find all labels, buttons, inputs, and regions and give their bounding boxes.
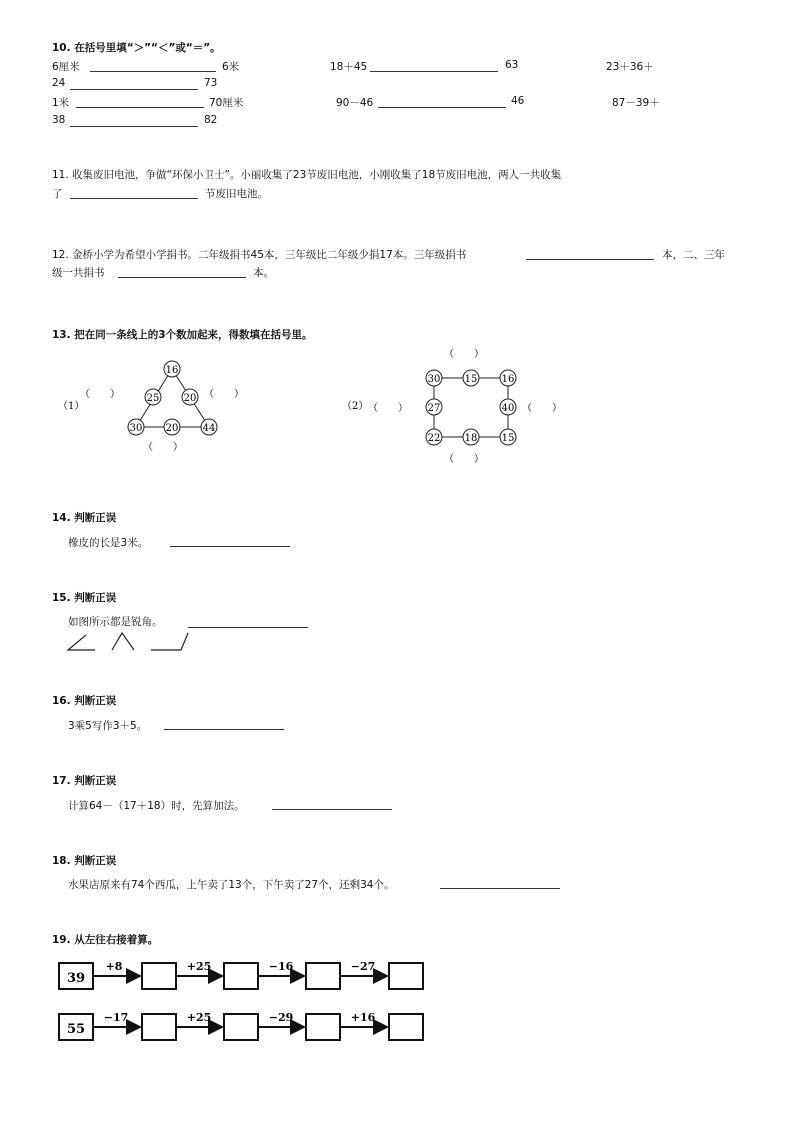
q11-line1: 11. 收集废旧电池，争做“环保小卫士”。小丽收集了23节废旧电池，小刚收集了18节废旧电池，两人一共收集 [52, 169, 562, 181]
q13-tri-node-midright [182, 389, 198, 405]
q11-line2-prefix: 了 [52, 188, 63, 200]
q13-sq-node-bottomright [500, 429, 516, 445]
q10-r3-a-left: 1米 [52, 97, 70, 109]
q10-r3-b-left: 90－46 [336, 97, 374, 109]
svg-text:20: 20 [165, 423, 179, 434]
q10-r4-c-right: 82 [204, 114, 218, 126]
q13-tri-node-midleft [145, 389, 161, 405]
svg-text:30: 30 [129, 423, 143, 434]
q19-chains [54, 955, 474, 1055]
q10-r2-c-right: 73 [204, 77, 218, 89]
q13-sq-node-bottomleft [426, 429, 442, 445]
q13-tri-bracket-left: （ ） [80, 389, 120, 400]
q10-r3-b-right: 46 [511, 95, 525, 107]
q10-r3-b-blank[interactable] [378, 107, 506, 108]
q19-chain2-op-2: +25 [186, 1011, 212, 1024]
q10-r2-c-blank[interactable] [70, 89, 198, 90]
q12-line1-suffix: 本，二、三年 [662, 249, 725, 261]
q14-answer-blank[interactable] [170, 546, 290, 547]
q13-sq-bracket-right: （ ） [522, 403, 562, 414]
q13-sq-node-midleft [426, 399, 442, 415]
q13-sq-node-midright [500, 399, 516, 415]
q13-sq-node-bottommid [463, 429, 479, 445]
q16-statement: 3乘5写作3＋5。 [68, 720, 148, 732]
q19-chain1-op-4: −27 [350, 960, 376, 973]
q18-statement: 水果店原来有74个西瓜，上午卖了13个，下午卖了27个，还剩34个。 [68, 879, 395, 891]
q10-title: 10. 在括号里填“＞”“＜”或“＝”。 [52, 42, 221, 54]
svg-text:30: 30 [427, 374, 441, 385]
q13-sq-node-topleft [426, 370, 442, 386]
svg-text:16: 16 [165, 365, 179, 376]
q19-chain1-op-2: +25 [186, 960, 212, 973]
svg-text:40: 40 [501, 403, 515, 414]
svg-text:27: 27 [427, 403, 441, 414]
q19-chain1-box-4 [389, 963, 423, 989]
q10-r1-a-blank[interactable] [90, 71, 216, 72]
q13-figures [0, 340, 794, 480]
q13-tri-node-bottomleft [128, 419, 144, 435]
svg-text:25: 25 [146, 393, 160, 404]
q13-sq-node-topmid [463, 370, 479, 386]
q15-angle-1 [68, 635, 95, 650]
q19-chain1-start: 39 [66, 971, 86, 986]
q13-tri-bracket-right: （ ） [204, 389, 244, 400]
svg-text:22: 22 [427, 433, 441, 444]
q19-chain1-op-1: +8 [105, 960, 123, 973]
q17-statement: 计算64－（17＋18）时，先算加法。 [68, 800, 245, 812]
q10-r3-a-right: 70厘米 [209, 97, 244, 109]
q19-chain2-op-4: +16 [350, 1011, 376, 1024]
q19-chain1-box-1 [142, 963, 176, 989]
q10-r2-c-cont: 24 [52, 77, 66, 89]
q15-angle-3 [151, 633, 188, 650]
svg-text:20: 20 [183, 393, 197, 404]
q19-title: 19. 从左往右接着算。 [52, 934, 159, 946]
q15-title: 15. 判断正误 [52, 592, 117, 604]
q15-statement: 如图所示都是锐角。 [68, 616, 163, 628]
q13-part2-label: （2） [342, 401, 369, 412]
q19-chain1-box-3 [306, 963, 340, 989]
q19-chain2-box-4 [389, 1014, 423, 1040]
svg-text:15: 15 [501, 433, 515, 444]
svg-text:44: 44 [202, 423, 216, 434]
q12-line2-prefix: 级一共捐书 [52, 267, 105, 279]
q15-answer-blank[interactable] [188, 627, 308, 628]
q12-line1: 12. 金桥小学为希望小学捐书。二年级捐书45本，三年级比二年级少捐17本。三年级捐书 [52, 249, 467, 261]
q10-r1-b-left: 18＋45 [330, 61, 368, 73]
q12-blank-1[interactable] [526, 259, 654, 260]
q13-tri-node-bottomright [201, 419, 217, 435]
q19-chain2-start: 55 [66, 1022, 86, 1037]
q10-r1-a-left: 6厘米 [52, 61, 80, 73]
svg-text:16: 16 [501, 374, 515, 385]
q19-chain2-op-1: −17 [103, 1011, 129, 1024]
q14-statement: 橡皮的长是3米。 [68, 537, 149, 549]
q13-sq-bracket-bottom: （ ） [444, 454, 484, 465]
q13-title: 13. 把在同一条线上的3个数加起来，得数填在括号里。 [52, 329, 313, 341]
q13-sq-bracket-left: （ ） [368, 403, 408, 414]
q13-tri-bracket-bottom: （ ） [143, 442, 183, 453]
svg-text:15: 15 [464, 374, 478, 385]
q19-chain2-box-3 [306, 1014, 340, 1040]
q10-r1-b-blank[interactable] [370, 71, 498, 72]
q16-title: 16. 判断正误 [52, 695, 117, 707]
q13-tri-node-bottommid [164, 419, 180, 435]
q10-r1-a-right: 6米 [222, 61, 240, 73]
q10-r4-c-blank[interactable] [70, 126, 198, 127]
svg-text:18: 18 [464, 433, 478, 444]
q10-r4-c-cont: 38 [52, 114, 66, 126]
q14-title: 14. 判断正误 [52, 512, 117, 524]
q19-chain1-box-2 [224, 963, 258, 989]
q19-chain2-op-3: −29 [268, 1011, 294, 1024]
q15-angle-figures [64, 630, 204, 654]
q11-blank[interactable] [70, 198, 198, 199]
q13-sq-node-topright [500, 370, 516, 386]
q13-tri-node-top [164, 361, 180, 377]
q10-r3-c-left: 87－39＋ [612, 97, 660, 109]
q12-line2-suffix: 本。 [253, 267, 274, 279]
q19-chain1-op-3: −16 [268, 960, 294, 973]
q10-r3-a-blank[interactable] [76, 107, 204, 108]
q10-r1-b-right: 63 [505, 59, 519, 71]
q13-part1-label: （1） [58, 401, 85, 412]
q16-answer-blank[interactable] [164, 729, 284, 730]
q13-sq-bracket-top: （ ） [444, 349, 484, 360]
q18-title: 18. 判断正误 [52, 855, 117, 867]
q10-r1-c-left: 23＋36＋ [606, 61, 654, 73]
q12-blank-2[interactable] [118, 277, 246, 278]
q19-chain2-box-2 [224, 1014, 258, 1040]
q19-chain2-box-1 [142, 1014, 176, 1040]
q11-line2-suffix: 节废旧电池。 [205, 188, 268, 200]
q15-angle-2 [112, 633, 134, 650]
q17-answer-blank[interactable] [272, 809, 392, 810]
q17-title: 17. 判断正误 [52, 775, 117, 787]
q18-answer-blank[interactable] [440, 888, 560, 889]
